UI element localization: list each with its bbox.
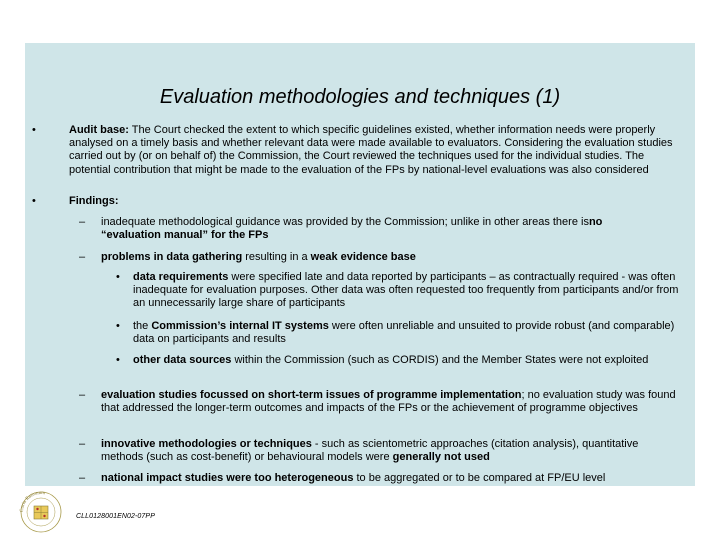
- sub-bullet-text: [133, 271, 679, 311]
- bold-text: Commission’s internal IT systems: [151, 320, 329, 332]
- sub-bullet-text: [133, 320, 679, 346]
- dash-marker: –: [79, 472, 86, 484]
- seal-text: Curia Rationum: [19, 490, 46, 513]
- dash-marker: –: [79, 438, 86, 450]
- plain-text: - such as scientometric approaches (citation analysis), quantitative methods (such as cost-benefit) or behavioural models were: [101, 438, 639, 464]
- footer-reference: CLL0128001EN02-07PP: [76, 513, 155, 520]
- bullet-marker: •: [116, 354, 120, 366]
- bold-text: innovative methodologies or techniques: [101, 438, 312, 450]
- bullet-marker: •: [32, 124, 36, 136]
- plain-text: to be aggregated or to be compared at FP/EU level: [353, 472, 606, 484]
- bold-text: Findings:: [69, 195, 119, 207]
- slide-content: [0, 124, 720, 486]
- dash-marker: –: [79, 216, 86, 228]
- plain-text: resulting in a: [242, 251, 311, 263]
- dash-text: [101, 216, 661, 242]
- dash-marker: –: [79, 389, 86, 401]
- bullet-marker: •: [116, 320, 120, 332]
- plain-text: The Court checked the extent to which specific guidelines existed, whether information needs were properly analysed on a timely basis and whether relevant data were made available to evaluators. Considering the evaluation studies carried out by (or on behalf of) the Commission, the Court reviewed the techniques used for the individual studies. The potential contribution that might be made to the evaluation of the FPs by national-level evaluations was also considered: [69, 124, 673, 176]
- bold-text: weak evidence base: [310, 251, 416, 263]
- plain-text: within the Commission (such as CORDIS) and the Member States were not exploited: [231, 354, 649, 366]
- plain-text: the: [133, 320, 152, 332]
- dash-marker: –: [79, 251, 86, 263]
- bold-text: no “evaluation manual” for the FPs: [101, 216, 603, 242]
- dash-text: [101, 389, 679, 415]
- slide-title: Evaluation methodologies and techniques (1): [159, 86, 561, 108]
- sub-bullet-text: [133, 354, 653, 367]
- plain-text: ; no evaluation study was found that addressed the longer-term outcomes and impacts of the FPs or the achievement of programme objectives: [101, 389, 676, 415]
- bold-text: generally not used: [392, 451, 490, 464]
- bullet-text: [69, 195, 679, 208]
- bullet-text: [69, 124, 679, 177]
- dash-text: [101, 472, 701, 485]
- court-seal-logo: [16, 486, 66, 534]
- bold-text: evaluation studies focussed on short-term issues of programme implementation: [101, 389, 522, 401]
- dash-text: [101, 438, 666, 464]
- bold-text: problems in data gathering: [101, 251, 243, 263]
- bold-text: Audit base:: [69, 124, 129, 136]
- plain-text: were often unreliable and unsuited to provide robust (and comparable) data on participants and results: [133, 320, 675, 346]
- bullet-marker: •: [32, 195, 36, 207]
- bold-text: national impact studies were too heterogeneous: [101, 472, 354, 484]
- plain-text: were specified late and data reported by participants – as contractually required - was often inadequate for evaluation purposes. Other data was often requested too frequently from participants and/or from an unnecessarily large share of participants: [133, 271, 679, 310]
- dash-text: [101, 251, 671, 264]
- bullet-marker: •: [116, 271, 120, 283]
- bold-text: data requirements: [133, 271, 229, 283]
- bold-text: other data sources: [133, 354, 232, 366]
- plain-text: inadequate methodological guidance was provided by the Commission; unlike in other areas there is: [101, 216, 589, 228]
